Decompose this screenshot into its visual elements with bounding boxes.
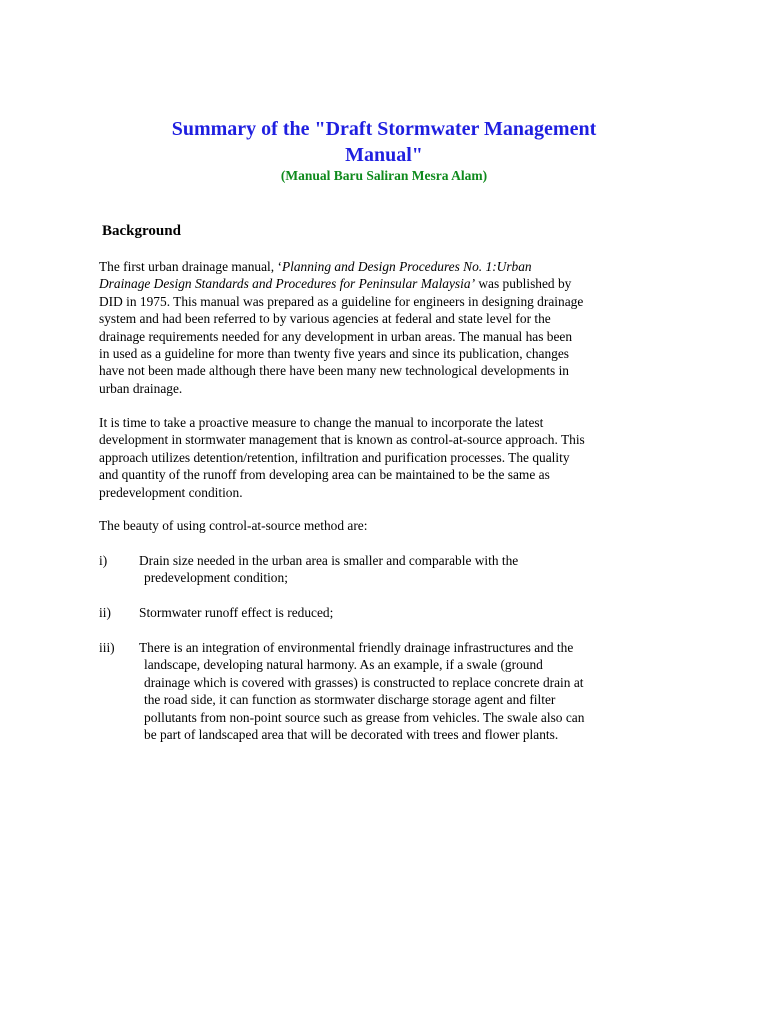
- document-title: [100, 116, 668, 168]
- paragraph-1-line-2: [99, 275, 644, 292]
- paragraph-1-line-6: in used as a guideline for more than twenty five years and since its publication, changes: [99, 346, 570, 362]
- paragraph-3: The beauty of using control-at-source method are:: [99, 518, 368, 533]
- paragraph-2-line-4: and quantity of the runoff from developing area can be maintained to be the same as: [99, 467, 550, 483]
- paragraph-1-line-3: DID in 1975. This manual was prepared as a guideline for engineers in designing drainage: [99, 293, 584, 309]
- paragraph-2-line-5: predevelopment condition.: [99, 484, 243, 500]
- paragraph-1-line-8: urban drainage.: [99, 380, 183, 396]
- list-item-line: There is an integration of environmental friendly drainage infrastructures and the: [139, 640, 574, 655]
- list-item-line: predevelopment condition;: [144, 570, 288, 586]
- list-item-line: pollutants from non-point source such as grease from vehicles. The swale also can: [144, 709, 585, 725]
- document-subtitle: (Manual Baru Saliran Mesra Alam): [280, 168, 488, 183]
- manual-title-part-2: Drainage Design Standards and Procedures for Peninsular Malaysia’: [99, 276, 476, 292]
- paragraph-2-line-3: approach utilizes detention/retention, infiltration and purification processes. The quality: [99, 449, 570, 465]
- paragraph-1-line-2-suffix: was published by: [475, 276, 572, 292]
- section-heading-background: Background: [102, 223, 181, 239]
- paragraph-2: [99, 414, 644, 501]
- list-item-number: i): [99, 553, 108, 568]
- title-line-1: Summary of the "Draft Stormwater Management: [171, 118, 597, 140]
- paragraph-1: [99, 258, 644, 397]
- paragraph-1-line-5: drainage requirements needed for any development in urban areas. The manual has been: [99, 328, 573, 344]
- list-item-number: iii): [99, 640, 115, 655]
- list-item-line: drainage which is covered with grasses) is constructed to replace concrete drain at: [144, 674, 584, 690]
- list-item-line: the road side, it can function as stormwater discharge storage agent and filter: [144, 692, 556, 708]
- paragraph-1-line-4: system and had been referred to by various agencies at federal and state level for the: [99, 311, 551, 327]
- manual-title-part-1: Planning and Design Procedures No. 1:Urban: [281, 259, 532, 274]
- paragraph-2-line-2: development in stormwater management that is known as control-at-source approach. This: [99, 432, 585, 448]
- list-item-line: Stormwater runoff effect is reduced;: [139, 605, 334, 620]
- paragraph-1-line-1: [99, 258, 644, 275]
- list-item-line: be part of landscaped area that will be decorated with trees and flower plants.: [144, 727, 559, 743]
- paragraph-1-line-7: have not been made although there have been many new technological developments in: [99, 363, 569, 379]
- list-item: [99, 639, 644, 743]
- list-item-number: ii): [99, 605, 111, 620]
- list-item-line: Drain size needed in the urban area is smaller and comparable with the: [139, 553, 519, 568]
- title-line-2: Manual": [345, 144, 423, 166]
- paragraph-1-line-1-prefix: The first urban drainage manual, ‘: [99, 259, 282, 274]
- list-item-line: landscape, developing natural harmony. As an example, if a swale (ground: [144, 657, 543, 673]
- paragraph-2-line-1: It is time to take a proactive measure to change the manual to incorporate the latest: [99, 415, 544, 430]
- list-item: [99, 604, 644, 621]
- list-item: [99, 552, 644, 587]
